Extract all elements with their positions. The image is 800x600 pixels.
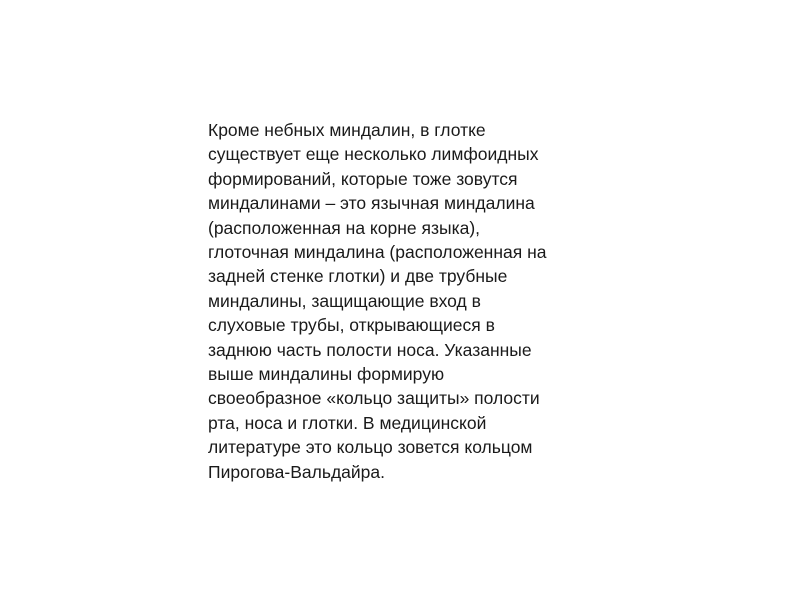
text-line: задней стенке глотки) и две трубные	[208, 266, 508, 287]
text-line: Кроме небных миндалин, в глотке	[208, 120, 486, 140]
body-text	[208, 118, 600, 484]
text-line: литературе это кольцо зовется кольцом	[208, 437, 533, 458]
text-line: глоточная миндалина (расположенная на	[208, 242, 547, 263]
text-line: миндалины, защищающие вход в	[208, 290, 481, 311]
text-line: (расположенная на корне языка),	[208, 217, 481, 238]
text-line: Пирогова-Вальдайра.	[208, 461, 385, 482]
text-line: рта, носа и глотки. В медицинской	[208, 412, 487, 433]
text-line: слуховые трубы, открывающиеся в	[208, 315, 495, 336]
text-line: формирований, которые тоже зовутся	[208, 168, 518, 189]
text-line: существует еще несколько лимфоидных	[208, 144, 539, 165]
text-line: своеобразное «кольцо защиты» полости	[208, 388, 540, 409]
text-line: миндалинами – это язычная миндалина	[208, 193, 535, 214]
text-line: заднюю часть полости носа. Указанные	[208, 339, 532, 360]
text-line: выше миндалины формирую	[208, 364, 445, 385]
